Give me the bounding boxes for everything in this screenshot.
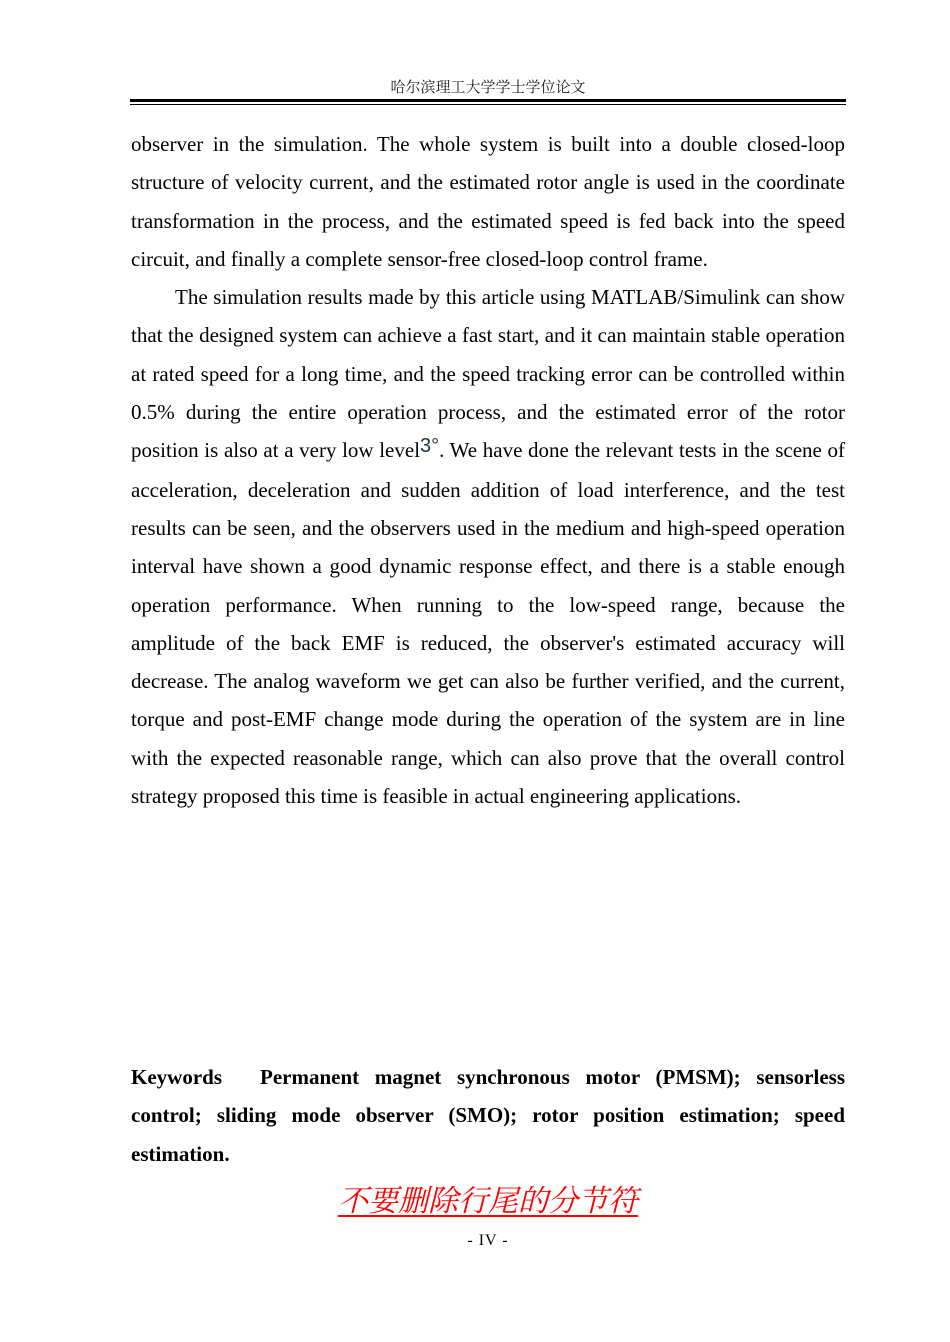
paragraph-2-text-b: . We have done the relevant tests in the scene of acceleration, deceleration and sudden addition of load interference, and the test results can be seen, and the observers used in the medium and high-speed operation interval have shown a good dynamic response effect, and there is a stable enough operation performance. When running to the low-speed range, because the amplitude of the back EMF is reduced, the observer's estimated accuracy will decrease. The analog waveform we get can also be further verified, and the current, torque and post-EMF change mode during the operation of the system are in line with the expected reasonable range, which can also prove that the overall control strategy proposed this time is feasible in actual engineering applications. [131,438,845,809]
paragraph-2-text-a: The simulation results made by this article using MATLAB/Simulink can show that the designed system can achieve a fast start, and it can maintain stable operation at rated speed for a long time, and the speed tracking error can be controlled within 0.5% during the entire operation process, and the estimated error of the rotor position is also at a very low level [131,285,845,463]
header-rule-thin [130,104,846,105]
keywords-label: Keywords [131,1065,222,1089]
abstract-body [131,125,845,815]
header-rule-thick [130,99,846,102]
running-header: 哈尔滨理工大学学士学位论文 [390,78,586,96]
keywords-block [131,1058,845,1173]
section-break-note [130,1176,846,1220]
section-break-note-text: 不要删除行尾的分节符 [338,1184,638,1219]
rotor-error-degree: 3° [420,435,440,458]
keywords-text: Permanent magnet synchronous motor (PMSM); sensorless control; sliding mode observer (SMO); rotor position estimation; speed estimation. [131,1065,845,1166]
page-number: - IV - [467,1232,509,1249]
paragraph-1: observer in the simulation. The whole system is built into a double closed-loop structure of velocity current, and the estimated rotor angle is used in the coordinate transformation in the process, and the estimated speed is fed back into the speed circuit, and finally a complete sensor-free closed-loop control frame. [131,132,845,271]
paragraph-2 [131,278,845,815]
